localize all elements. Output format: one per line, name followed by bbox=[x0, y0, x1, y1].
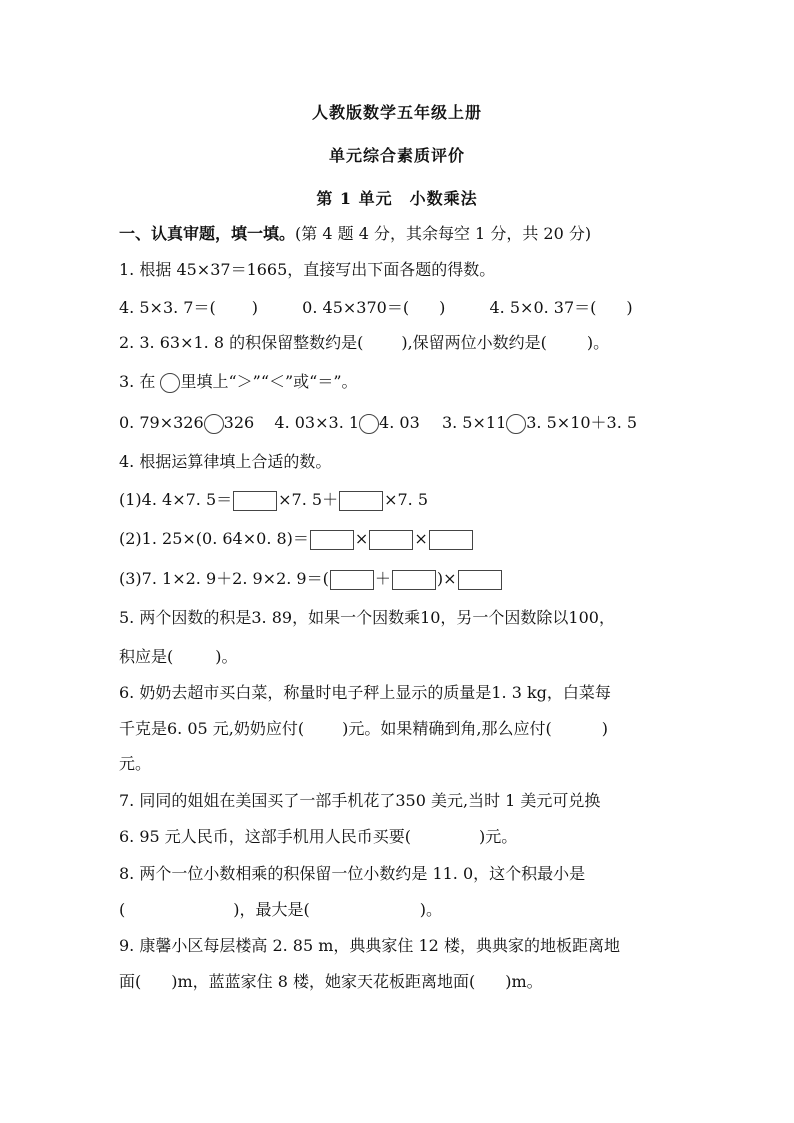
question-8-line-1: 8. 两个一位小数相乘的积保留一位小数约是 11. 0，这个积最小是 bbox=[119, 864, 586, 883]
comparison-circle-icon bbox=[160, 373, 180, 393]
question-7-line-1: 7. 同同的姐姐在美国买了一部手机花了350 美元,当时 1 美元可兑换 bbox=[119, 791, 601, 810]
question-3-text: 3. 在 里填上“＞”“＜”或“＝”。 bbox=[119, 372, 358, 391]
answer-box[interactable] bbox=[330, 570, 374, 590]
question-1-text: 1. 根据 45×37＝1665，直接写出下面各题的得数。 bbox=[119, 260, 496, 279]
question-6-line-2: 千克是6. 05 元,奶奶应付( )元。如果精确到角,那么应付( ) bbox=[119, 719, 608, 738]
answer-box[interactable] bbox=[233, 491, 277, 511]
question-8-line-2: ( )，最大是( )。 bbox=[119, 900, 442, 919]
question-5-line-2: 积应是( )。 bbox=[119, 647, 238, 666]
unit-title: 第 1 单元 小数乘法 bbox=[316, 189, 478, 208]
question-4-part-1: (1)4. 4×7. 5＝ ×7. 5＋ ×7. 5 bbox=[119, 490, 429, 509]
unit-evaluation-title: 单元综合素质评价 bbox=[328, 146, 465, 165]
question-2: 2. 3. 63×1. 8 的积保留整数约是( ),保留两位小数约是( )。 bbox=[119, 333, 610, 352]
answer-box[interactable] bbox=[429, 530, 473, 550]
answer-box[interactable] bbox=[310, 530, 354, 550]
question-6-line-3: 元。 bbox=[119, 754, 152, 773]
question-4-part-3: (3)7. 1×2. 9＋2. 9×2. 9＝( ＋ )× bbox=[119, 567, 503, 591]
question-9-line-2: 面( )m，蓝蓝家住 8 楼，她家天花板距离地面( )m。 bbox=[119, 972, 543, 991]
q1-item-c: 4. 5×0. 37＝( bbox=[489, 298, 597, 317]
question-9-line-1: 9. 康馨小区每层楼高 2. 85 m，典典家住 12 楼，典典家的地板距离地 bbox=[119, 936, 620, 955]
compare-blank-2[interactable] bbox=[359, 414, 379, 434]
question-3-items: 0. 79×326 326 4. 03×3. 1 4. 03 3. 5×11 3. 5×10＋3. 5 bbox=[119, 413, 638, 432]
question-5-line-1: 5. 两个因数的积是3. 89，如果一个因数乘10，另一个因数除以100， bbox=[119, 608, 615, 627]
question-4-part-2: (2)1. 25×(0. 64×0. 8)＝ × × bbox=[119, 527, 474, 551]
question-4-text: 4. 根据运算律填上合适的数。 bbox=[119, 452, 332, 471]
answer-box[interactable] bbox=[458, 570, 502, 590]
compare-blank-3[interactable] bbox=[506, 414, 526, 434]
section-heading bbox=[119, 222, 591, 246]
section-heading-text: 一、认真审题，填一填。 bbox=[119, 224, 296, 243]
section-score-note: (第 4 题 4 分，其余每空 1 分，共 20 分) bbox=[295, 224, 592, 243]
compare-blank-1[interactable] bbox=[204, 414, 224, 434]
q1-item-b: 0. 45×370＝( bbox=[302, 298, 410, 317]
answer-box[interactable] bbox=[339, 491, 383, 511]
q1-item-a: 4. 5×3. 7＝( bbox=[119, 298, 216, 317]
question-1-items: 4. 5×3. 7＝( ) 0. 45×370＝( ) 4. 5×0. 37＝( ) bbox=[119, 298, 633, 317]
answer-box[interactable] bbox=[369, 530, 413, 550]
question-6-line-1: 6. 奶奶去超市买白菜，称量时电子秤上显示的质量是1. 3 kg，白菜每 bbox=[119, 683, 611, 702]
answer-box[interactable] bbox=[392, 570, 436, 590]
question-7-line-2: 6. 95 元人民币，这部手机用人民币买要( )元。 bbox=[119, 827, 518, 846]
book-title: 人教版数学五年级上册 bbox=[311, 103, 482, 122]
